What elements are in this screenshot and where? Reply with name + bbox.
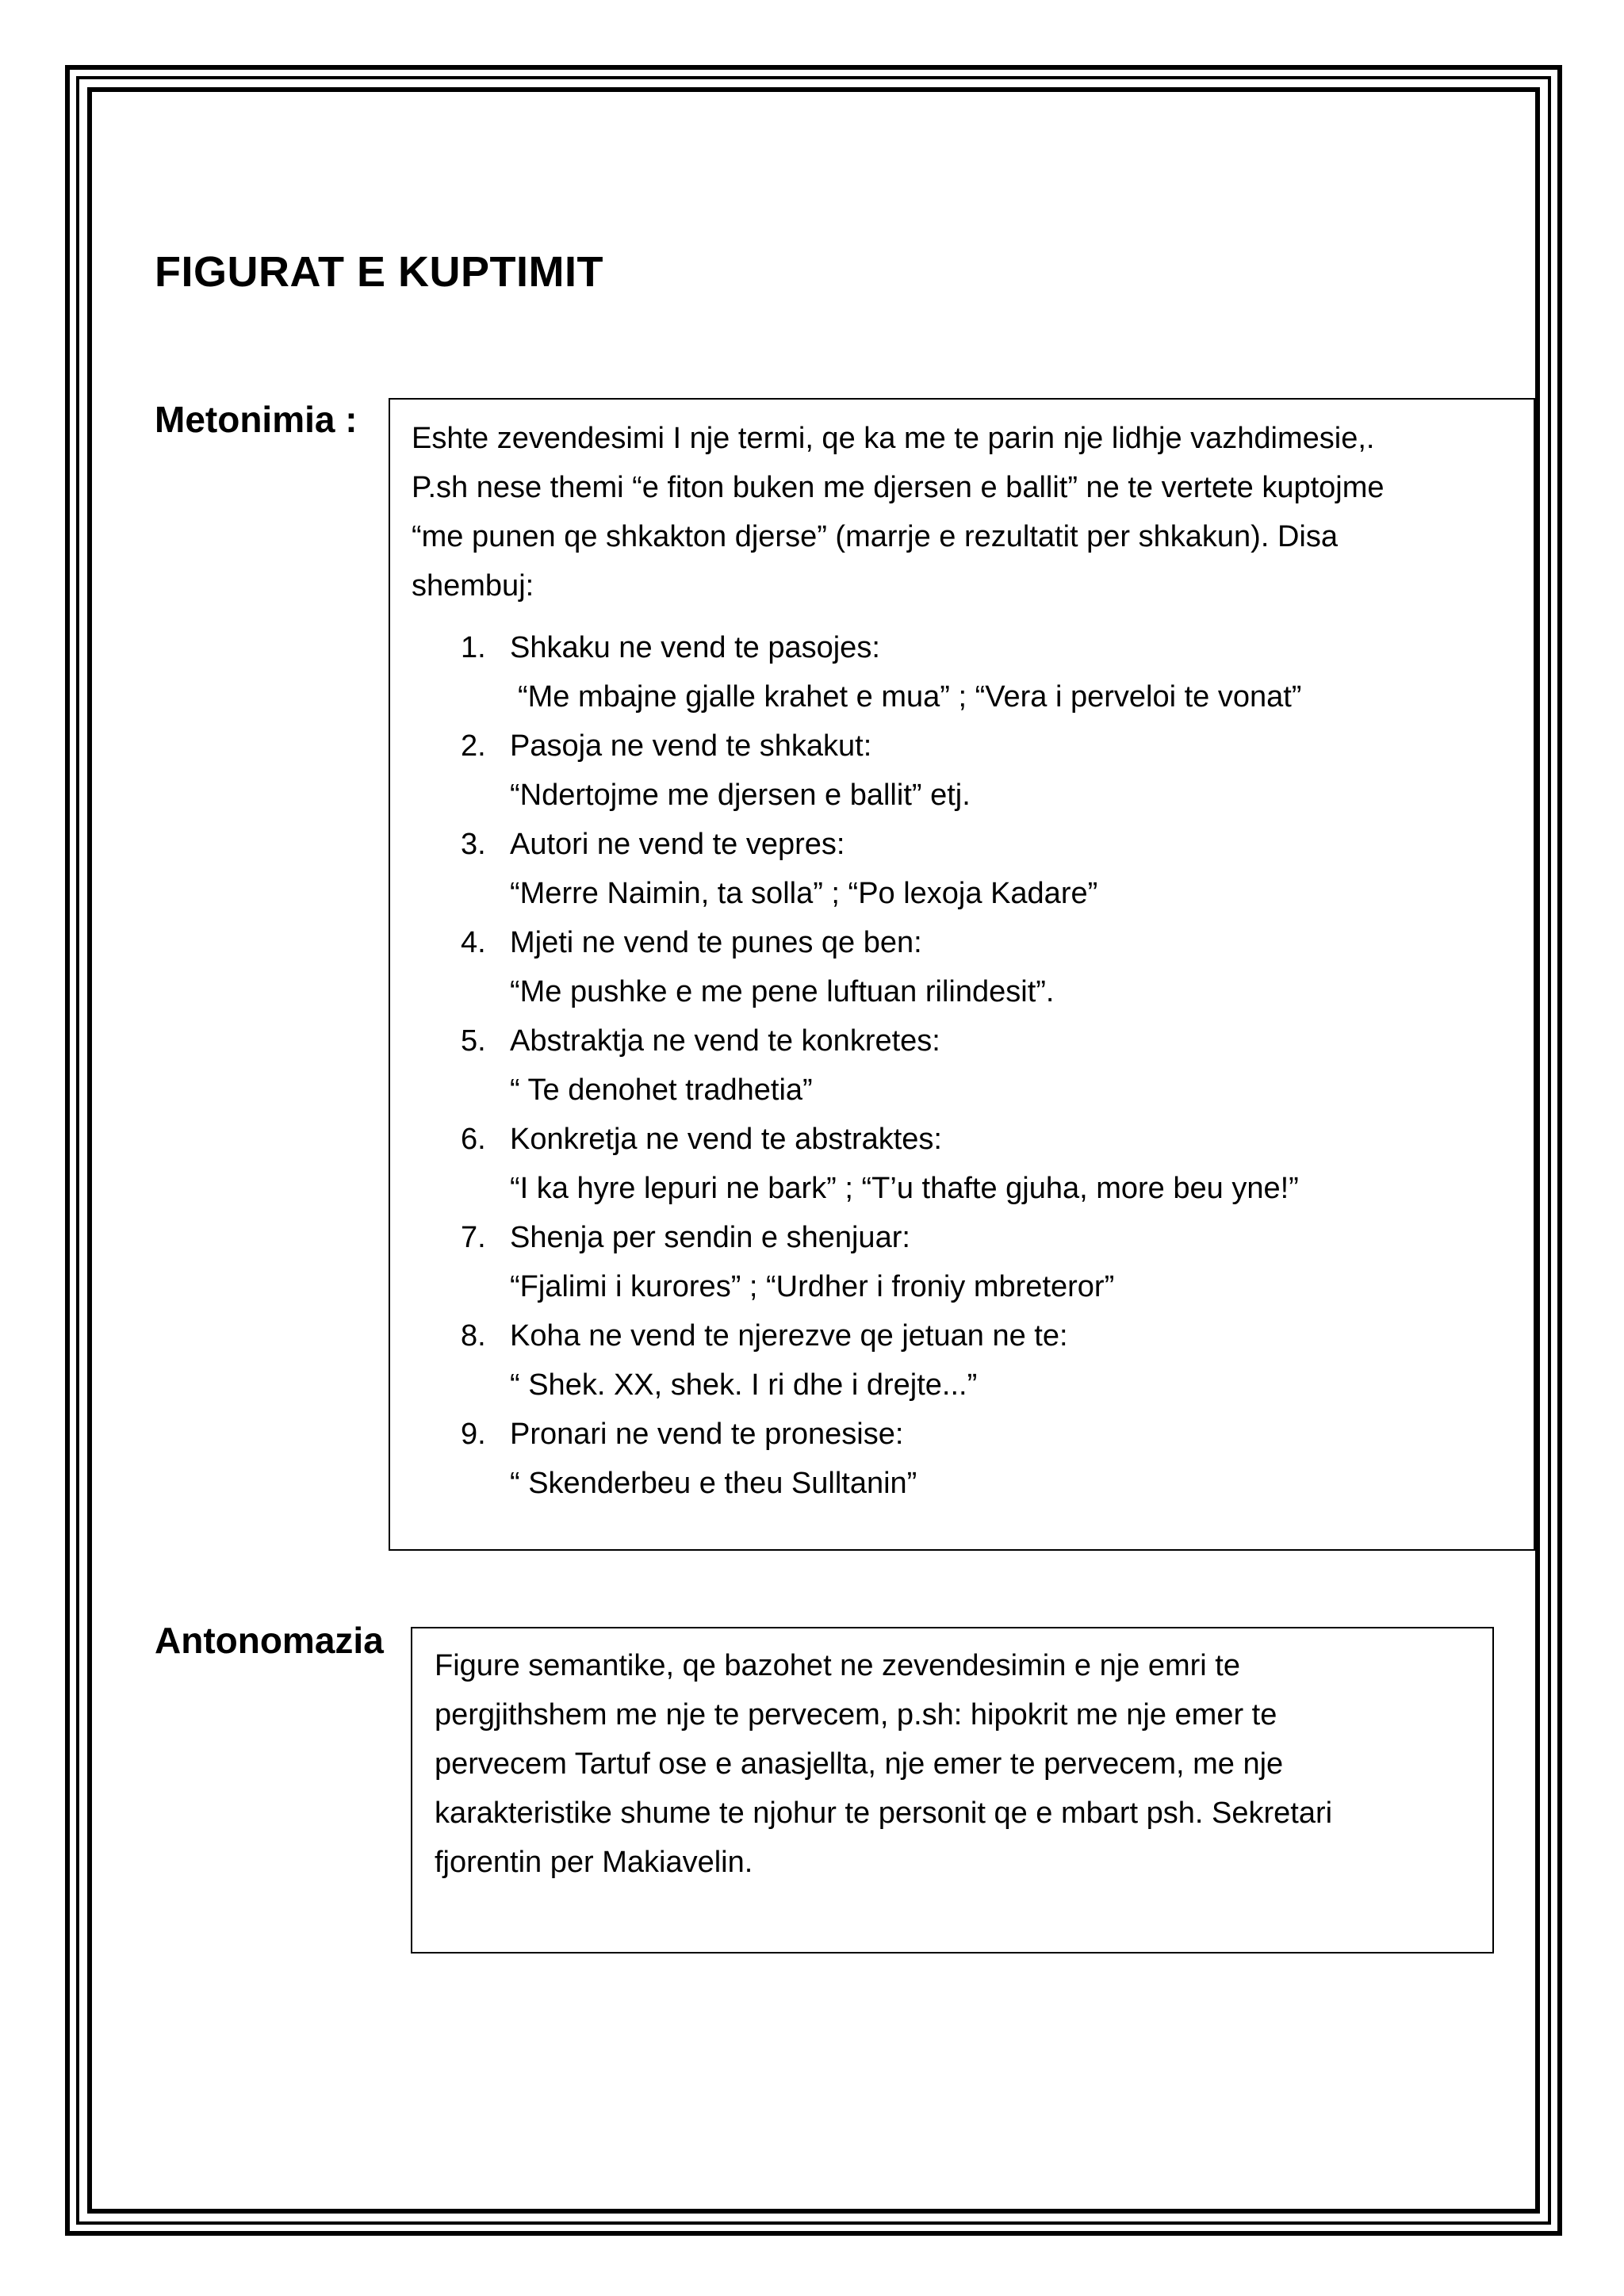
list-item-example: “Ndertojme me djersen e ballit” etj.: [510, 779, 971, 812]
intro-line: P.sh nese themi “e fiton buken me djersen e ballit” ne te vertete kuptojme: [412, 471, 1385, 504]
list-item: [412, 1016, 1515, 1115]
antonomazia-line: fjorentin per Makiavelin.: [435, 1846, 753, 1879]
list-item-number: 2.: [461, 729, 486, 763]
list-item-number: 5.: [461, 1024, 486, 1058]
list-item-title: Konkretja ne vend te abstraktes:: [510, 1123, 942, 1156]
list-item-number: 1.: [461, 631, 486, 664]
antonomazia-definition-box: [411, 1627, 1494, 1954]
list-item-example: “Merre Naimin, ta solla” ; “Po lexoja Kadare”: [510, 877, 1098, 910]
intro-line: shembuj:: [412, 569, 534, 603]
list-item: [412, 623, 1515, 721]
list-item-title: Shkaku ne vend te pasojes:: [510, 631, 880, 664]
list-item-example: “Fjalimi i kurores” ; “Urdher i froniy mbreteror”: [510, 1270, 1115, 1303]
antonomazia-line: pergjithshem me nje te pervecem, p.sh: hipokrit me nje emer te: [435, 1698, 1277, 1732]
list-item-title: Shenja per sendin e shenjuar:: [510, 1221, 910, 1254]
antonomazia-text: [435, 1641, 1472, 1887]
list-item-example: “I ka hyre lepuri ne bark” ; “T’u thafte gjuha, more beu yne!”: [510, 1172, 1299, 1205]
list-item: [412, 1115, 1515, 1213]
list-item-example: “ Te denohet tradhetia”: [510, 1073, 813, 1107]
list-item-title: Pasoja ne vend te shkakut:: [510, 729, 872, 763]
antonomazia-line: Figure semantike, qe bazohet ne zevendesimin e nje emri te: [435, 1649, 1240, 1682]
list-item-number: 3.: [461, 828, 486, 861]
list-item: [412, 820, 1515, 918]
metonimia-examples-list: [412, 623, 1515, 1508]
list-item-number: 7.: [461, 1221, 486, 1254]
list-item-title: Mjeti ne vend te punes qe ben:: [510, 926, 922, 959]
list-item-example: “ Skenderbeu e theu Sulltanin”: [510, 1467, 917, 1500]
list-item: [412, 1410, 1515, 1508]
intro-line: Eshte zevendesimi I nje termi, qe ka me te parin nje lidhje vazhdimesie,.: [412, 422, 1375, 455]
antonomazia-line: karakteristike shume te njohur te personit qe e mbart psh. Sekretari: [435, 1797, 1333, 1830]
list-item-title: Abstraktja ne vend te konkretes:: [510, 1024, 940, 1058]
metonimia-definition-box: [389, 398, 1535, 1551]
list-item: [412, 1311, 1515, 1410]
list-item-number: 9.: [461, 1418, 486, 1451]
metonimia-intro: [412, 414, 1515, 610]
intro-line: “me punen qe shkakton djerse” (marrje e rezultatit per shkakun). Disa: [412, 520, 1338, 553]
antonomazia-label: Antonomazia: [155, 1620, 384, 1661]
list-item-title: Autori ne vend te vepres:: [510, 828, 845, 861]
list-item: [412, 721, 1515, 820]
list-item-example: “ Shek. XX, shek. I ri dhe i drejte...”: [510, 1368, 978, 1402]
list-item: [412, 1213, 1515, 1311]
antonomazia-line: pervecem Tartuf ose e anasjellta, nje emer te pervecem, me nje: [435, 1747, 1284, 1781]
list-item-title: Koha ne vend te njerezve qe jetuan ne te:: [510, 1319, 1068, 1353]
list-item-number: 6.: [461, 1123, 486, 1156]
list-item-number: 4.: [461, 926, 486, 959]
metonimia-label: Metonimia :: [155, 399, 358, 440]
list-item-number: 8.: [461, 1319, 486, 1353]
page-title: FIGURAT E KUPTIMIT: [155, 248, 603, 296]
list-item: [412, 918, 1515, 1016]
list-item-title: Pronari ne vend te pronesise:: [510, 1418, 904, 1451]
list-item-example: “Me pushke e me pene luftuan rilindesit”.: [510, 975, 1055, 1008]
list-item-example: “Me mbajne gjalle krahet e mua” ; “Vera i perveloi te vonat”: [518, 680, 1302, 714]
